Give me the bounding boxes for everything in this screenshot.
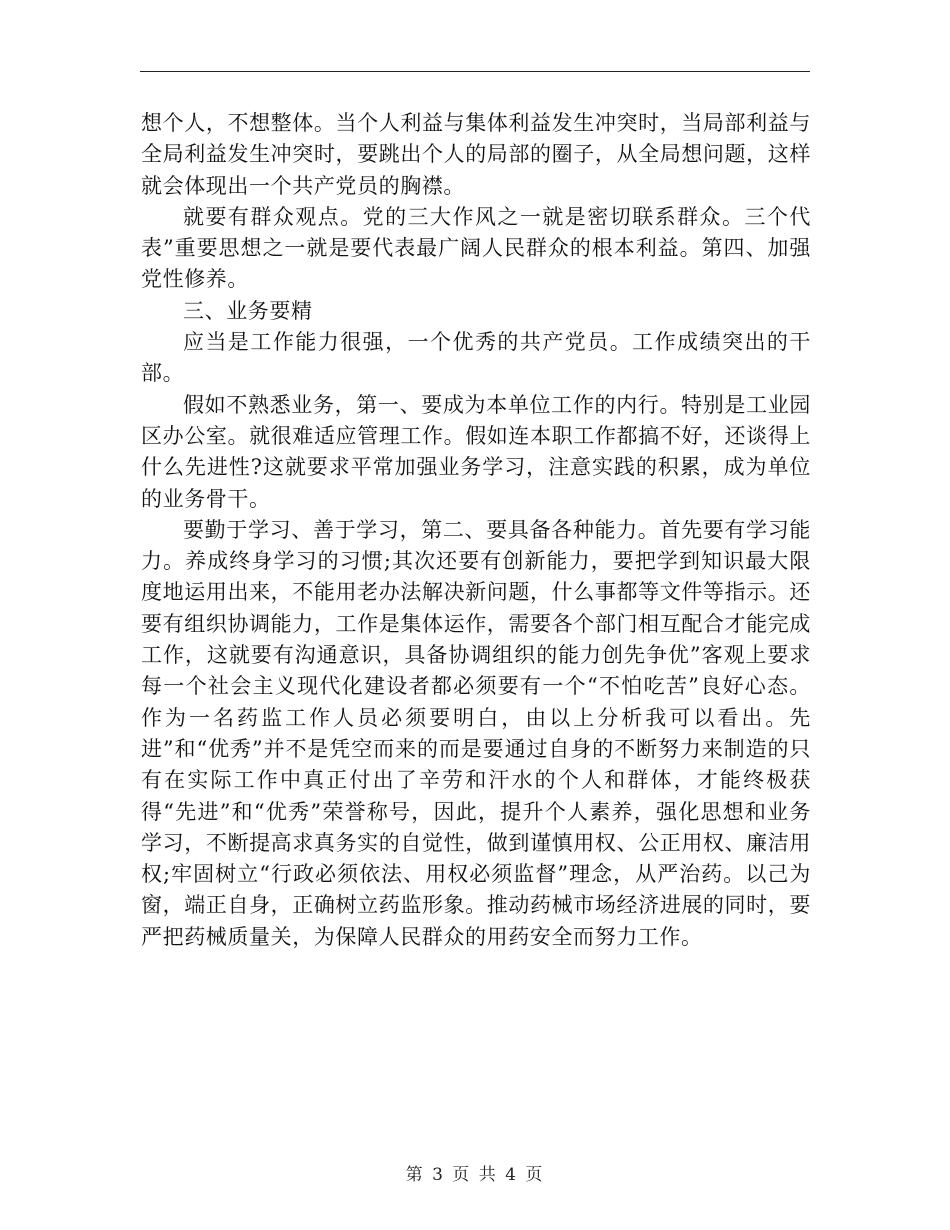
header-rule: [140, 71, 810, 72]
section-heading: 三、业务要精: [183, 298, 313, 323]
body-text: [141, 108, 811, 953]
paragraph: 就要有群众观点。党的三大作风之一就是密切联系群众。三个代表”重要思想之一就是要代表最广阔人民群众的根本利益。第四、加强党性修养。: [141, 204, 811, 292]
paragraph: 想个人，不想整体。当个人利益与集体利益发生冲突时，当局部利益与全局利益发生冲突时，要跳出个人的局部的圈子，从全局想问题，这样就会体现出一个共产党员的胸襟。: [141, 111, 811, 198]
paragraph: 要勤于学习、善于学习，第二、要具备各种能力。首先要有学习能力。养成终身学习的习惯;其次还要有创新能力，要把学到知识最大限度地运用出来，不能用老办法解决新问题，什么事都等文件等指示。还要有组织协调能力，工作是集体运作，需要各个部门相互配合才能完成工作，这就要有沟通意识，具备协调组织的能力创先争优”客观上要求每一个社会主义现代化建设者都必须要有一个“不怕吃苦”良好心态。作为一名药监工作人员必须要明白，由以上分析我可以看出。先进”和“优秀”并不是凭空而来的而是要通过自身的不断努力来制造的只有在实际工作中真正付出了辛劳和汗水的个人和群体，才能终极获得“先进”和“优秀”荣誉称号，因此，提升个人素养，强化思想和业务学习，不断提高求真务实的自觉性，做到谨慎用权、公正用权、廉洁用权;牢固树立“行政必须依法、用权必须监督”理念，从严治药。以己为窗，端正自身，正确树立药监形象。推动药械市场经济进展的同时，要严把药械质量关，为保障人民群众的用药安全而努力工作。: [141, 517, 811, 949]
paragraph: 假如不熟悉业务，第一、要成为本单位工作的内行。特别是工业园区办公室。就很难适应管理工作。假如连本职工作都搞不好，还谈得上什么先进性?这就要求平常加强业务学习，注意实践的积累，成为单位的业务骨干。: [141, 392, 811, 511]
paragraph: 应当是工作能力很强，一个优秀的共产党员。工作成绩突出的干部。: [141, 330, 811, 386]
page-number: 第 3 页 共 4 页: [405, 1165, 545, 1185]
